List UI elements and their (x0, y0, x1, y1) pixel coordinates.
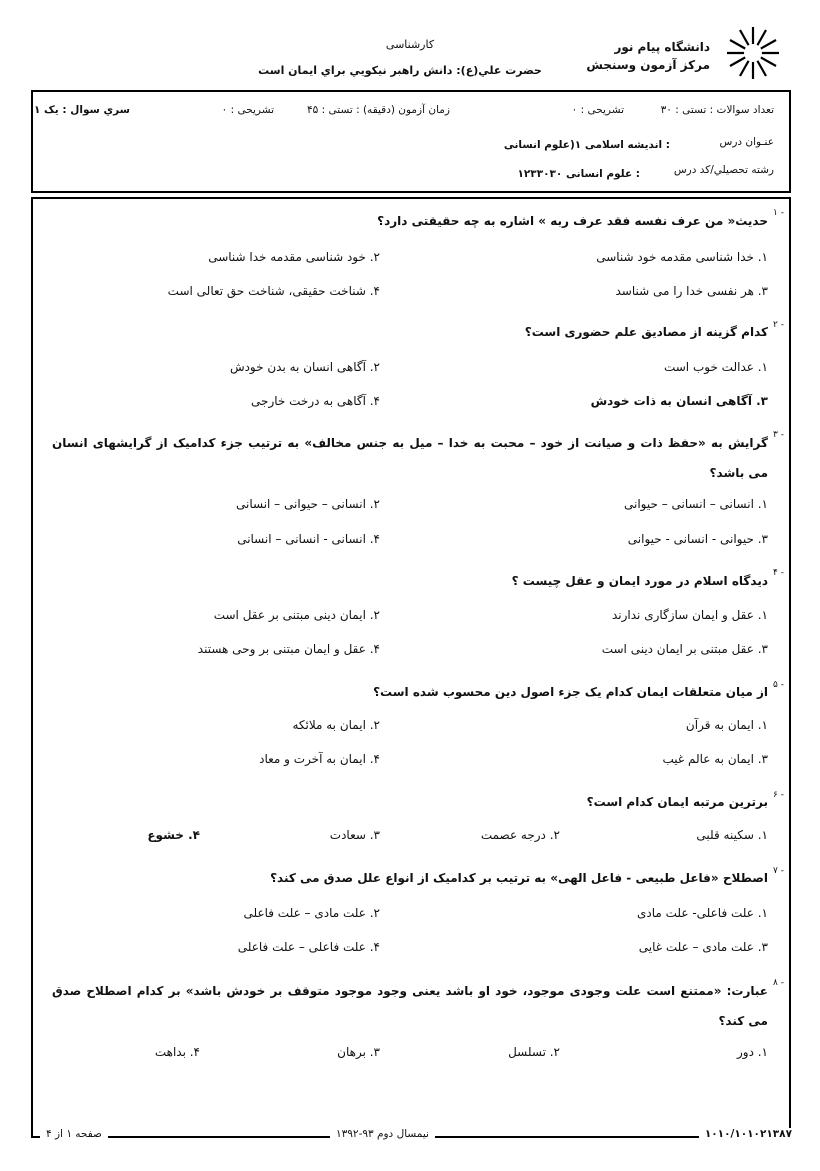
semester-label: نیمسال دوم ۹۳-۱۳۹۲ (330, 1128, 435, 1140)
question-text: اصطلاح «فاعل طبیعی - فاعل الهی» به ترتیب بر کدامیک از انواع علل صدق می کند؟ (270, 871, 768, 885)
option-1[interactable]: ۱. علت فاعلی- علت مادی (636, 906, 768, 920)
question-text: دیدگاه اسلام در مورد ایمان و عقل چیست ؟ (511, 574, 768, 588)
option-3[interactable]: ۳. هر نفسی خدا را می شناسد (615, 284, 768, 298)
option-1[interactable]: ۱. عدالت خوب است (663, 360, 768, 374)
option-2[interactable]: ۲. ایمان دینی مبتنی بر عقل است (213, 608, 380, 622)
question-number: ۱ - (773, 208, 784, 218)
option-3[interactable]: ۳. برهان (337, 1045, 380, 1059)
question-text: حدیث« من عرف نفسه فقد عرف ربه » اشاره به چه حقیقتی دارد؟ (377, 214, 768, 228)
question-number: ۸ - (773, 978, 784, 988)
option-1[interactable]: ۱. دور (736, 1045, 768, 1059)
questions-descriptive: تشریحی : ۰ (571, 104, 624, 116)
option-1[interactable]: ۱. انسانی – انسانی – حیوانی (623, 497, 768, 511)
question-series: سري سوال : یک ۱ (33, 104, 130, 116)
option-4[interactable]: ۴. انسانی - انسانی – انسانی (237, 532, 380, 546)
exam-time-descriptive: تشریحی : ۰ (221, 104, 274, 116)
option-2[interactable]: ۲. ایمان به ملائکه (292, 718, 380, 732)
option-3[interactable]: ۳. سعادت (329, 828, 380, 842)
option-2[interactable]: ۲. درجه عصمت (480, 828, 560, 842)
question-number: ۲ - (773, 320, 784, 330)
major-value: : علوم انسانی ۱۲۳۳۰۳۰ (517, 168, 640, 180)
option-2[interactable]: ۲. تسلسل (508, 1045, 560, 1059)
option-4[interactable]: ۴. بداهت (154, 1045, 200, 1059)
option-2[interactable]: ۲. آگاهی انسان به بدن خودش (229, 360, 380, 374)
university-name: دانشگاه پیام نور (614, 40, 710, 54)
option-4[interactable]: ۴. عقل و ایمان مبتنی بر وحی هستند (197, 642, 380, 656)
option-3[interactable]: ۳. حیوانی - انسانی - حیوانی (627, 532, 768, 546)
option-3[interactable]: ۳. آگاهی انسان به ذات خودش (590, 394, 768, 408)
option-3[interactable]: ۳. علت مادی – علت غایی (638, 940, 768, 954)
question-number: ۷ - (773, 866, 784, 876)
question-number: ۳ - (773, 430, 784, 440)
question-text: عبارت: «ممتنع است علت وجودی موجود، خود او باشد یعنی وجود موجود متوقف بر خودش باشد» بر کدام اصطلاح صدق می کند؟ (52, 984, 768, 1028)
option-4[interactable]: ۴. آگاهی به درخت خارجی (251, 394, 380, 408)
degree-level: کارشناسی (385, 38, 435, 51)
question-text: برترین مرتبه ایمان کدام است؟ (586, 795, 768, 809)
page-number: صفحه ۱ از ۴ (40, 1128, 108, 1140)
course-value: : اندیشه اسلامی ۱(علوم انسانی (503, 139, 670, 151)
question-number: ۵ - (773, 680, 784, 690)
option-2[interactable]: ۲. خود شناسی مقدمه خدا شناسی (208, 250, 380, 264)
exam-center-name: مرکز آزمون وسنجش (586, 58, 710, 72)
option-1[interactable]: ۱. خدا شناسی مقدمه خود شناسی (596, 250, 768, 264)
option-3[interactable]: ۳. ایمان به عالم غیب (662, 752, 768, 766)
questions-count: تعداد سوالات : تستی : ۳۰ (660, 104, 774, 116)
course-label: عنـوان درس (719, 136, 774, 148)
question-number: ۴ - (773, 568, 784, 578)
option-1[interactable]: ۱. سکینه قلبی (696, 828, 768, 842)
option-4[interactable]: ۴. خشوع (147, 828, 200, 842)
option-4[interactable]: ۴. شناخت حقیقی، شناخت حق تعالی است (167, 284, 380, 298)
question-text: کدام گزینه از مصادیق علم حضوری است؟ (524, 325, 768, 339)
option-4[interactable]: ۴. علت فاعلی – علت فاعلی (237, 940, 380, 954)
option-1[interactable]: ۱. ایمان به قرآن (685, 718, 768, 732)
major-label: رشته تحصيلي/کد درس (673, 164, 774, 176)
option-4[interactable]: ۴. ایمان به آخرت و معاد (259, 752, 380, 766)
exam-code: ۱۰۱۰/۱۰۱۰۲۱۳۸۷ (699, 1128, 798, 1140)
option-3[interactable]: ۳. عقل مبتنی بر ایمان دینی است (601, 642, 768, 656)
option-2[interactable]: ۲. انسانی – حیوانی – انسانی (235, 497, 380, 511)
question-text: گرایش به «حفظ ذات و صیانت از خود – محبت به خدا – میل به جنس مخالف» به ترتیب جزء کدامیک از گرایشهای انسان می باشد؟ (52, 436, 768, 480)
header-quote: حضرت علي(ع): دانش راهبر نيکويي براي ايمان است (258, 64, 542, 77)
option-2[interactable]: ۲. علت مادی – علت فاعلی (243, 906, 380, 920)
exam-time: زمان آزمون (دقیقه) : تستی : ۴۵ (307, 104, 450, 116)
question-number: ۶ - (773, 790, 784, 800)
university-logo (724, 24, 782, 82)
question-text: از میان متعلقات ایمان کدام یک جزء اصول دین محسوب شده است؟ (373, 685, 768, 699)
option-1[interactable]: ۱. عقل و ایمان سازگاری ندارند (611, 608, 768, 622)
